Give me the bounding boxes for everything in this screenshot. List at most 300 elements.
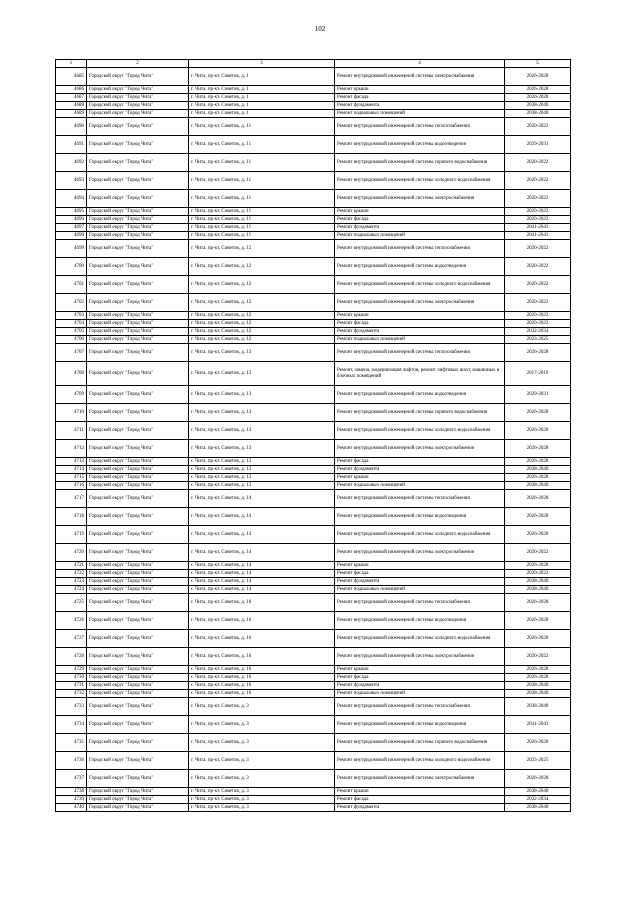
address-cell: г. Чита, пр-кт. Советов, д. 14 bbox=[189, 544, 335, 562]
work-type-cell: Ремонт крыши bbox=[335, 312, 505, 320]
work-type-cell: Ремонт крыши bbox=[335, 208, 505, 216]
period-cell: 2020-2022 bbox=[505, 312, 571, 320]
period-cell: 2020-2022 bbox=[505, 544, 571, 562]
period-cell: 2026-2028 bbox=[505, 440, 571, 458]
table-row bbox=[56, 474, 571, 482]
row-number-cell: 4705 bbox=[56, 328, 87, 336]
work-type-cell: Ремонт внутридомовой инженерной системы водоотведения bbox=[335, 258, 505, 276]
table-row bbox=[56, 466, 571, 474]
row-number-cell: 4701 bbox=[56, 276, 87, 294]
municipality-cell: Городской округ "Город Чита" bbox=[87, 190, 189, 208]
address-cell: г. Чита, пр-кт. Советов, д. 13 bbox=[189, 474, 335, 482]
row-number-cell: 4690 bbox=[56, 118, 87, 136]
row-number-cell: 4708 bbox=[56, 362, 87, 386]
municipality-cell: Городской округ "Город Чита" bbox=[87, 666, 189, 674]
row-number-cell: 4706 bbox=[56, 336, 87, 344]
period-cell: 2026-2028 bbox=[505, 68, 571, 86]
work-type-cell: Ремонт внутридомовой инженерной системы электроснабжения bbox=[335, 294, 505, 312]
municipality-cell: Городской округ "Город Чита" bbox=[87, 258, 189, 276]
capital-repair-table bbox=[55, 59, 571, 812]
work-type-cell: Ремонт фундамента bbox=[335, 102, 505, 110]
address-cell: г. Чита, пр-кт. Советов, д. 13 bbox=[189, 458, 335, 466]
period-cell: 2020-2022 bbox=[505, 190, 571, 208]
period-cell: 2020-2022 bbox=[505, 172, 571, 190]
table-row bbox=[56, 94, 571, 102]
work-type-cell: Ремонт внутридомовой инженерной системы электроснабжения bbox=[335, 190, 505, 208]
municipality-cell: Городской округ "Город Чита" bbox=[87, 216, 189, 224]
address-cell: г. Чита, пр-кт. Советов, д. 16 bbox=[189, 594, 335, 612]
address-cell: г. Чита, пр-кт. Советов, д. 14 bbox=[189, 562, 335, 570]
work-type-cell: Ремонт внутридомовой инженерной системы электроснабжения bbox=[335, 68, 505, 86]
table-row bbox=[56, 208, 571, 216]
municipality-cell: Городской округ "Город Чита" bbox=[87, 648, 189, 666]
row-number-cell: 4712 bbox=[56, 440, 87, 458]
row-number-cell: 4711 bbox=[56, 422, 87, 440]
address-cell: г. Чита, пр-кт. Советов, д. 1 bbox=[189, 102, 335, 110]
municipality-cell: Городской округ "Город Чита" bbox=[87, 312, 189, 320]
table-row bbox=[56, 770, 571, 788]
municipality-cell: Городской округ "Город Чита" bbox=[87, 752, 189, 770]
period-cell: 2038-2040 bbox=[505, 690, 571, 698]
address-cell: г. Чита, пр-кт. Советов, д. 11 bbox=[189, 154, 335, 172]
work-type-cell: Ремонт фасада bbox=[335, 458, 505, 466]
table-row bbox=[56, 490, 571, 508]
row-number-cell: 4740 bbox=[56, 804, 87, 812]
municipality-cell: Городской округ "Город Чита" bbox=[87, 578, 189, 586]
address-cell: г. Чита, пр-кт. Советов, д. 3 bbox=[189, 752, 335, 770]
period-cell: 2032-2034 bbox=[505, 796, 571, 804]
municipality-cell: Городской округ "Город Чита" bbox=[87, 94, 189, 102]
period-cell: 2029-2031 bbox=[505, 386, 571, 404]
address-cell: г. Чита, пр-кт. Советов, д. 13 bbox=[189, 386, 335, 404]
row-number-cell: 4688 bbox=[56, 102, 87, 110]
work-type-cell: Ремонт фундамента bbox=[335, 578, 505, 586]
table-row bbox=[56, 102, 571, 110]
row-number-cell: 4735 bbox=[56, 734, 87, 752]
row-number-cell: 4725 bbox=[56, 594, 87, 612]
column-header-4: 4 bbox=[335, 60, 505, 68]
municipality-cell: Городской округ "Город Чита" bbox=[87, 172, 189, 190]
municipality-cell: Городской округ "Город Чита" bbox=[87, 208, 189, 216]
period-cell: 2020-2022 bbox=[505, 208, 571, 216]
address-cell: г. Чита, пр-кт. Советов, д. 11 bbox=[189, 172, 335, 190]
row-number-cell: 4729 bbox=[56, 666, 87, 674]
table-row bbox=[56, 154, 571, 172]
municipality-cell: Городской округ "Город Чита" bbox=[87, 716, 189, 734]
period-cell: 2038-2040 bbox=[505, 102, 571, 110]
address-cell: г. Чита, пр-кт. Советов, д. 13 bbox=[189, 362, 335, 386]
work-type-cell: Ремонт крыши bbox=[335, 474, 505, 482]
table-row bbox=[56, 482, 571, 490]
address-cell: г. Чита, пр-кт. Советов, д. 12 bbox=[189, 336, 335, 344]
table-row bbox=[56, 594, 571, 612]
table-row bbox=[56, 172, 571, 190]
row-number-cell: 4722 bbox=[56, 570, 87, 578]
municipality-cell: Городской округ "Город Чита" bbox=[87, 422, 189, 440]
table-row bbox=[56, 404, 571, 422]
municipality-cell: Городской округ "Город Чита" bbox=[87, 404, 189, 422]
work-type-cell: Ремонт внутридомовой инженерной системы водоотведения bbox=[335, 136, 505, 154]
row-number-cell: 4696 bbox=[56, 216, 87, 224]
municipality-cell: Городской округ "Город Чита" bbox=[87, 770, 189, 788]
work-type-cell: Ремонт внутридомовой инженерной системы холодного водоснабжения bbox=[335, 276, 505, 294]
period-cell: 2026-2028 bbox=[505, 666, 571, 674]
address-cell: г. Чита, пр-кт. Советов, д. 14 bbox=[189, 508, 335, 526]
period-cell: 2020-2022 bbox=[505, 240, 571, 258]
municipality-cell: Городской округ "Город Чита" bbox=[87, 68, 189, 86]
row-number-cell: 4738 bbox=[56, 788, 87, 796]
table-row bbox=[56, 666, 571, 674]
period-cell: 2020-2022 bbox=[505, 258, 571, 276]
table-body bbox=[56, 60, 571, 812]
work-type-cell: Ремонт внутридомовой инженерной системы холодного водоснабжения bbox=[335, 630, 505, 648]
work-type-cell: Ремонт фасада bbox=[335, 320, 505, 328]
work-type-cell: Ремонт внутридомовой инженерной системы электроснабжения bbox=[335, 440, 505, 458]
column-header-2: 2 bbox=[87, 60, 189, 68]
table-row bbox=[56, 648, 571, 666]
period-cell: 2026-2028 bbox=[505, 734, 571, 752]
work-type-cell: Ремонт крыши bbox=[335, 562, 505, 570]
row-number-cell: 4733 bbox=[56, 698, 87, 716]
table-row bbox=[56, 586, 571, 594]
table-row bbox=[56, 562, 571, 570]
row-number-cell: 4709 bbox=[56, 386, 87, 404]
period-cell: 2026-2028 bbox=[505, 526, 571, 544]
period-cell: 2026-2028 bbox=[505, 86, 571, 94]
municipality-cell: Городской округ "Город Чита" bbox=[87, 86, 189, 94]
period-cell: 2026-2028 bbox=[505, 94, 571, 102]
row-number-cell: 4687 bbox=[56, 94, 87, 102]
municipality-cell: Городской округ "Город Чита" bbox=[87, 362, 189, 386]
work-type-cell: Ремонт внутридомовой инженерной системы теплоснабжения bbox=[335, 118, 505, 136]
row-number-cell: 4689 bbox=[56, 110, 87, 118]
row-number-cell: 4700 bbox=[56, 258, 87, 276]
address-cell: г. Чита, пр-кт. Советов, д. 16 bbox=[189, 630, 335, 648]
work-type-cell: Ремонт внутридомовой инженерной системы холодного водоснабжения bbox=[335, 526, 505, 544]
table-row bbox=[56, 328, 571, 336]
work-type-cell: Ремонт фундамента bbox=[335, 804, 505, 812]
period-cell: 2041-2043 bbox=[505, 716, 571, 734]
municipality-cell: Городской округ "Город Чита" bbox=[87, 788, 189, 796]
table-row bbox=[56, 796, 571, 804]
work-type-cell: Ремонт внутридомовой инженерной системы холодного водоснабжения bbox=[335, 752, 505, 770]
period-cell: 2026-2028 bbox=[505, 474, 571, 482]
address-cell: г. Чита, пр-кт. Советов, д. 12 bbox=[189, 240, 335, 258]
row-number-cell: 4686 bbox=[56, 86, 87, 94]
address-cell: г. Чита, пр-кт. Советов, д. 13 bbox=[189, 344, 335, 362]
table-row bbox=[56, 344, 571, 362]
row-number-cell: 4692 bbox=[56, 154, 87, 172]
address-cell: г. Чита, пр-кт. Советов, д. 12 bbox=[189, 276, 335, 294]
address-cell: г. Чита, пр-кт. Советов, д. 13 bbox=[189, 440, 335, 458]
row-number-cell: 4728 bbox=[56, 648, 87, 666]
row-number-cell: 4707 bbox=[56, 344, 87, 362]
table-row bbox=[56, 734, 571, 752]
work-type-cell: Ремонт внутридомовой инженерной системы теплоснабжения bbox=[335, 490, 505, 508]
address-cell: г. Чита, пр-кт. Советов, д. 14 bbox=[189, 570, 335, 578]
address-cell: г. Чита, пр-кт. Советов, д. 14 bbox=[189, 586, 335, 594]
municipality-cell: Городской округ "Город Чита" bbox=[87, 328, 189, 336]
row-number-cell: 4714 bbox=[56, 466, 87, 474]
address-cell: г. Чита, пр-кт. Советов, д. 16 bbox=[189, 648, 335, 666]
row-number-cell: 4731 bbox=[56, 682, 87, 690]
municipality-cell: Городской округ "Город Чита" bbox=[87, 594, 189, 612]
address-cell: г. Чита, пр-кт. Советов, д. 16 bbox=[189, 666, 335, 674]
address-cell: г. Чита, пр-кт. Советов, д. 13 bbox=[189, 422, 335, 440]
municipality-cell: Городской округ "Город Чита" bbox=[87, 276, 189, 294]
municipality-cell: Городской округ "Город Чита" bbox=[87, 804, 189, 812]
work-type-cell: Ремонт внутридомовой инженерной системы водоотведения bbox=[335, 508, 505, 526]
period-cell: 2023-2025 bbox=[505, 752, 571, 770]
row-number-cell: 4704 bbox=[56, 320, 87, 328]
table-row bbox=[56, 86, 571, 94]
period-cell: 2020-2022 bbox=[505, 570, 571, 578]
work-type-cell: Ремонт внутридомовой инженерной системы горячего водоснабжения bbox=[335, 734, 505, 752]
period-cell: 2020-2022 bbox=[505, 118, 571, 136]
municipality-cell: Городской округ "Город Чита" bbox=[87, 102, 189, 110]
period-cell: 2020-2022 bbox=[505, 154, 571, 172]
work-type-cell: Ремонт подвальных помещений bbox=[335, 232, 505, 240]
municipality-cell: Городской округ "Город Чита" bbox=[87, 544, 189, 562]
address-cell: г. Чита, пр-кт. Советов, д. 12 bbox=[189, 320, 335, 328]
row-number-cell: 4724 bbox=[56, 586, 87, 594]
municipality-cell: Городской округ "Город Чита" bbox=[87, 682, 189, 690]
period-cell: 2026-2028 bbox=[505, 422, 571, 440]
table-row bbox=[56, 682, 571, 690]
row-number-cell: 4710 bbox=[56, 404, 87, 422]
municipality-cell: Городской округ "Город Чита" bbox=[87, 320, 189, 328]
table-row bbox=[56, 216, 571, 224]
work-type-cell: Ремонт подвальных помещений bbox=[335, 110, 505, 118]
municipality-cell: Городской округ "Город Чита" bbox=[87, 466, 189, 474]
work-type-cell: Ремонт крыши bbox=[335, 86, 505, 94]
row-number-cell: 4697 bbox=[56, 224, 87, 232]
address-cell: г. Чита, пр-кт. Советов, д. 11 bbox=[189, 216, 335, 224]
address-cell: г. Чита, пр-кт. Советов, д. 3 bbox=[189, 716, 335, 734]
address-cell: г. Чита, пр-кт. Советов, д. 3 bbox=[189, 698, 335, 716]
address-cell: г. Чита, пр-кт. Советов, д. 12 bbox=[189, 312, 335, 320]
work-type-cell: Ремонт фундамента bbox=[335, 682, 505, 690]
work-type-cell: Ремонт фасада bbox=[335, 216, 505, 224]
work-type-cell: Ремонт внутридомовой инженерной системы горячего водоснабжения bbox=[335, 404, 505, 422]
municipality-cell: Городской округ "Город Чита" bbox=[87, 674, 189, 682]
address-cell: г. Чита, пр-кт. Советов, д. 3 bbox=[189, 796, 335, 804]
municipality-cell: Городской округ "Город Чита" bbox=[87, 796, 189, 804]
work-type-cell: Ремонт подвальных помещений bbox=[335, 690, 505, 698]
period-cell: 2029-2031 bbox=[505, 136, 571, 154]
table-row bbox=[56, 440, 571, 458]
address-cell: г. Чита, пр-кт. Советов, д. 12 bbox=[189, 294, 335, 312]
municipality-cell: Городской округ "Город Чита" bbox=[87, 154, 189, 172]
row-number-cell: 4730 bbox=[56, 674, 87, 682]
municipality-cell: Городской округ "Город Чита" bbox=[87, 508, 189, 526]
municipality-cell: Городской округ "Город Чита" bbox=[87, 336, 189, 344]
work-type-cell: Ремонт фасада bbox=[335, 796, 505, 804]
work-type-cell: Ремонт подвальных помещений bbox=[335, 336, 505, 344]
municipality-cell: Городской округ "Город Чита" bbox=[87, 110, 189, 118]
work-type-cell: Ремонт подвальных помещений bbox=[335, 482, 505, 490]
address-cell: г. Чита, пр-кт. Советов, д. 1 bbox=[189, 110, 335, 118]
row-number-cell: 4718 bbox=[56, 508, 87, 526]
work-type-cell: Ремонт внутридомовой инженерной системы водоотведения bbox=[335, 386, 505, 404]
municipality-cell: Городской округ "Город Чита" bbox=[87, 386, 189, 404]
period-cell: 2038-2040 bbox=[505, 804, 571, 812]
municipality-cell: Городской округ "Город Чита" bbox=[87, 232, 189, 240]
row-number-cell: 4732 bbox=[56, 690, 87, 698]
column-header-3: 3 bbox=[189, 60, 335, 68]
work-type-cell: Ремонт фундамента bbox=[335, 328, 505, 336]
municipality-cell: Городской округ "Город Чита" bbox=[87, 240, 189, 258]
period-cell: 2038-2040 bbox=[505, 482, 571, 490]
table-row bbox=[56, 570, 571, 578]
period-cell: 2038-2040 bbox=[505, 682, 571, 690]
work-type-cell: Ремонт фундамента bbox=[335, 224, 505, 232]
work-type-cell: Ремонт внутридомовой инженерной системы электроснабжения bbox=[335, 648, 505, 666]
address-cell: г. Чита, пр-кт. Советов, д. 1 bbox=[189, 94, 335, 102]
work-type-cell: Ремонт внутридомовой инженерной системы холодного водоснабжения bbox=[335, 172, 505, 190]
address-cell: г. Чита, пр-кт. Советов, д. 3 bbox=[189, 770, 335, 788]
table-row bbox=[56, 240, 571, 258]
work-type-cell: Ремонт, замена, модернизация лифтов, ремонт лифтовых шахт, машинных и блочных помещений bbox=[335, 362, 505, 386]
table-row bbox=[56, 68, 571, 86]
work-type-cell: Ремонт внутридомовой инженерной системы теплоснабжения bbox=[335, 344, 505, 362]
table-row bbox=[56, 110, 571, 118]
address-cell: г. Чита, пр-кт. Советов, д. 16 bbox=[189, 612, 335, 630]
municipality-cell: Городской округ "Город Чита" bbox=[87, 526, 189, 544]
table-row bbox=[56, 526, 571, 544]
row-number-cell: 4699 bbox=[56, 240, 87, 258]
address-cell: г. Чита, пр-кт. Советов, д. 16 bbox=[189, 690, 335, 698]
row-number-cell: 4693 bbox=[56, 172, 87, 190]
municipality-cell: Городской округ "Город Чита" bbox=[87, 586, 189, 594]
work-type-cell: Ремонт внутридомовой инженерной системы холодного водоснабжения bbox=[335, 422, 505, 440]
table-row bbox=[56, 224, 571, 232]
municipality-cell: Городской округ "Город Чита" bbox=[87, 118, 189, 136]
work-type-cell: Ремонт внутридомовой инженерной системы водоотведения bbox=[335, 716, 505, 734]
period-cell: 2023-2025 bbox=[505, 336, 571, 344]
table-row bbox=[56, 788, 571, 796]
address-cell: г. Чита, пр-кт. Советов, д. 12 bbox=[189, 258, 335, 276]
period-cell: 2026-2028 bbox=[505, 770, 571, 788]
period-cell: 2038-2040 bbox=[505, 788, 571, 796]
row-number-cell: 4703 bbox=[56, 312, 87, 320]
work-type-cell: Ремонт внутридомовой инженерной системы электроснабжения bbox=[335, 544, 505, 562]
period-cell: 2038-2040 bbox=[505, 698, 571, 716]
row-number-cell: 4695 bbox=[56, 208, 87, 216]
period-cell: 2032-2034 bbox=[505, 328, 571, 336]
address-cell: г. Чита, пр-кт. Советов, д. 14 bbox=[189, 578, 335, 586]
address-cell: г. Чита, пр-кт. Советов, д. 16 bbox=[189, 682, 335, 690]
table-row bbox=[56, 578, 571, 586]
period-cell: 2038-2040 bbox=[505, 578, 571, 586]
municipality-cell: Городской округ "Город Чита" bbox=[87, 224, 189, 232]
period-cell: 2026-2028 bbox=[505, 594, 571, 612]
period-cell: 2026-2028 bbox=[505, 458, 571, 466]
table-row bbox=[56, 508, 571, 526]
table-row bbox=[56, 690, 571, 698]
address-cell: г. Чита, пр-кт. Советов, д. 16 bbox=[189, 674, 335, 682]
table-row bbox=[56, 362, 571, 386]
table-row bbox=[56, 674, 571, 682]
address-cell: г. Чита, пр-кт. Советов, д. 11 bbox=[189, 208, 335, 216]
row-number-cell: 4698 bbox=[56, 232, 87, 240]
municipality-cell: Городской округ "Город Чита" bbox=[87, 698, 189, 716]
table-row bbox=[56, 422, 571, 440]
work-type-cell: Ремонт подвальных помещений bbox=[335, 586, 505, 594]
table-row bbox=[56, 258, 571, 276]
address-cell: г. Чита, пр-кт. Советов, д. 13 bbox=[189, 482, 335, 490]
period-cell: 2038-2040 bbox=[505, 110, 571, 118]
period-cell: 2038-2040 bbox=[505, 466, 571, 474]
municipality-cell: Городской округ "Город Чита" bbox=[87, 136, 189, 154]
table-row bbox=[56, 386, 571, 404]
table-row bbox=[56, 118, 571, 136]
address-cell: г. Чита, пр-кт. Советов, д. 1 bbox=[189, 86, 335, 94]
row-number-cell: 4702 bbox=[56, 294, 87, 312]
work-type-cell: Ремонт внутридомовой инженерной системы водоотведения bbox=[335, 612, 505, 630]
period-cell: 2041-2043 bbox=[505, 232, 571, 240]
work-type-cell: Ремонт фундамента bbox=[335, 466, 505, 474]
municipality-cell: Городской округ "Город Чита" bbox=[87, 482, 189, 490]
work-type-cell: Ремонт фасада bbox=[335, 570, 505, 578]
municipality-cell: Городской округ "Город Чита" bbox=[87, 734, 189, 752]
row-number-cell: 4720 bbox=[56, 544, 87, 562]
row-number-cell: 4737 bbox=[56, 770, 87, 788]
address-cell: г. Чита, пр-кт. Советов, д. 11 bbox=[189, 232, 335, 240]
row-number-cell: 4727 bbox=[56, 630, 87, 648]
row-number-cell: 4726 bbox=[56, 612, 87, 630]
period-cell: 2026-2028 bbox=[505, 562, 571, 570]
period-cell: 2020-2022 bbox=[505, 294, 571, 312]
row-number-cell: 4685 bbox=[56, 68, 87, 86]
row-number-cell: 4736 bbox=[56, 752, 87, 770]
table-row bbox=[56, 312, 571, 320]
municipality-cell: Городской округ "Город Чита" bbox=[87, 474, 189, 482]
address-cell: г. Чита, пр-кт. Советов, д. 3 bbox=[189, 734, 335, 752]
table-row bbox=[56, 190, 571, 208]
address-cell: г. Чита, пр-кт. Советов, д. 3 bbox=[189, 788, 335, 796]
table-row bbox=[56, 294, 571, 312]
column-header-1: 1 bbox=[56, 60, 87, 68]
table-row bbox=[56, 544, 571, 562]
address-cell: г. Чита, пр-кт. Советов, д. 14 bbox=[189, 526, 335, 544]
work-type-cell: Ремонт внутридомовой инженерной системы теплоснабжения bbox=[335, 698, 505, 716]
address-cell: г. Чита, пр-кт. Советов, д. 14 bbox=[189, 490, 335, 508]
table-row bbox=[56, 612, 571, 630]
row-number-cell: 4691 bbox=[56, 136, 87, 154]
municipality-cell: Городской округ "Город Чита" bbox=[87, 562, 189, 570]
period-cell: 2026-2028 bbox=[505, 612, 571, 630]
row-number-cell: 4719 bbox=[56, 526, 87, 544]
row-number-cell: 4734 bbox=[56, 716, 87, 734]
table-row bbox=[56, 698, 571, 716]
table-row bbox=[56, 458, 571, 466]
address-cell: г. Чита, пр-кт. Советов, д. 12 bbox=[189, 328, 335, 336]
address-cell: г. Чита, пр-кт. Советов, д. 13 bbox=[189, 404, 335, 422]
municipality-cell: Городской округ "Город Чита" bbox=[87, 570, 189, 578]
row-number-cell: 4715 bbox=[56, 474, 87, 482]
row-number-cell: 4739 bbox=[56, 796, 87, 804]
municipality-cell: Городской округ "Город Чита" bbox=[87, 490, 189, 508]
period-cell: 2020-2022 bbox=[505, 276, 571, 294]
period-cell: 2026-2028 bbox=[505, 490, 571, 508]
address-cell: г. Чита, пр-кт. Советов, д. 1 bbox=[189, 68, 335, 86]
work-type-cell: Ремонт внутридомовой инженерной системы горячего водоснабжения bbox=[335, 154, 505, 172]
row-number-cell: 4694 bbox=[56, 190, 87, 208]
address-cell: г. Чита, пр-кт. Советов, д. 11 bbox=[189, 136, 335, 154]
table-header-row bbox=[56, 60, 571, 68]
municipality-cell: Городской округ "Город Чита" bbox=[87, 344, 189, 362]
